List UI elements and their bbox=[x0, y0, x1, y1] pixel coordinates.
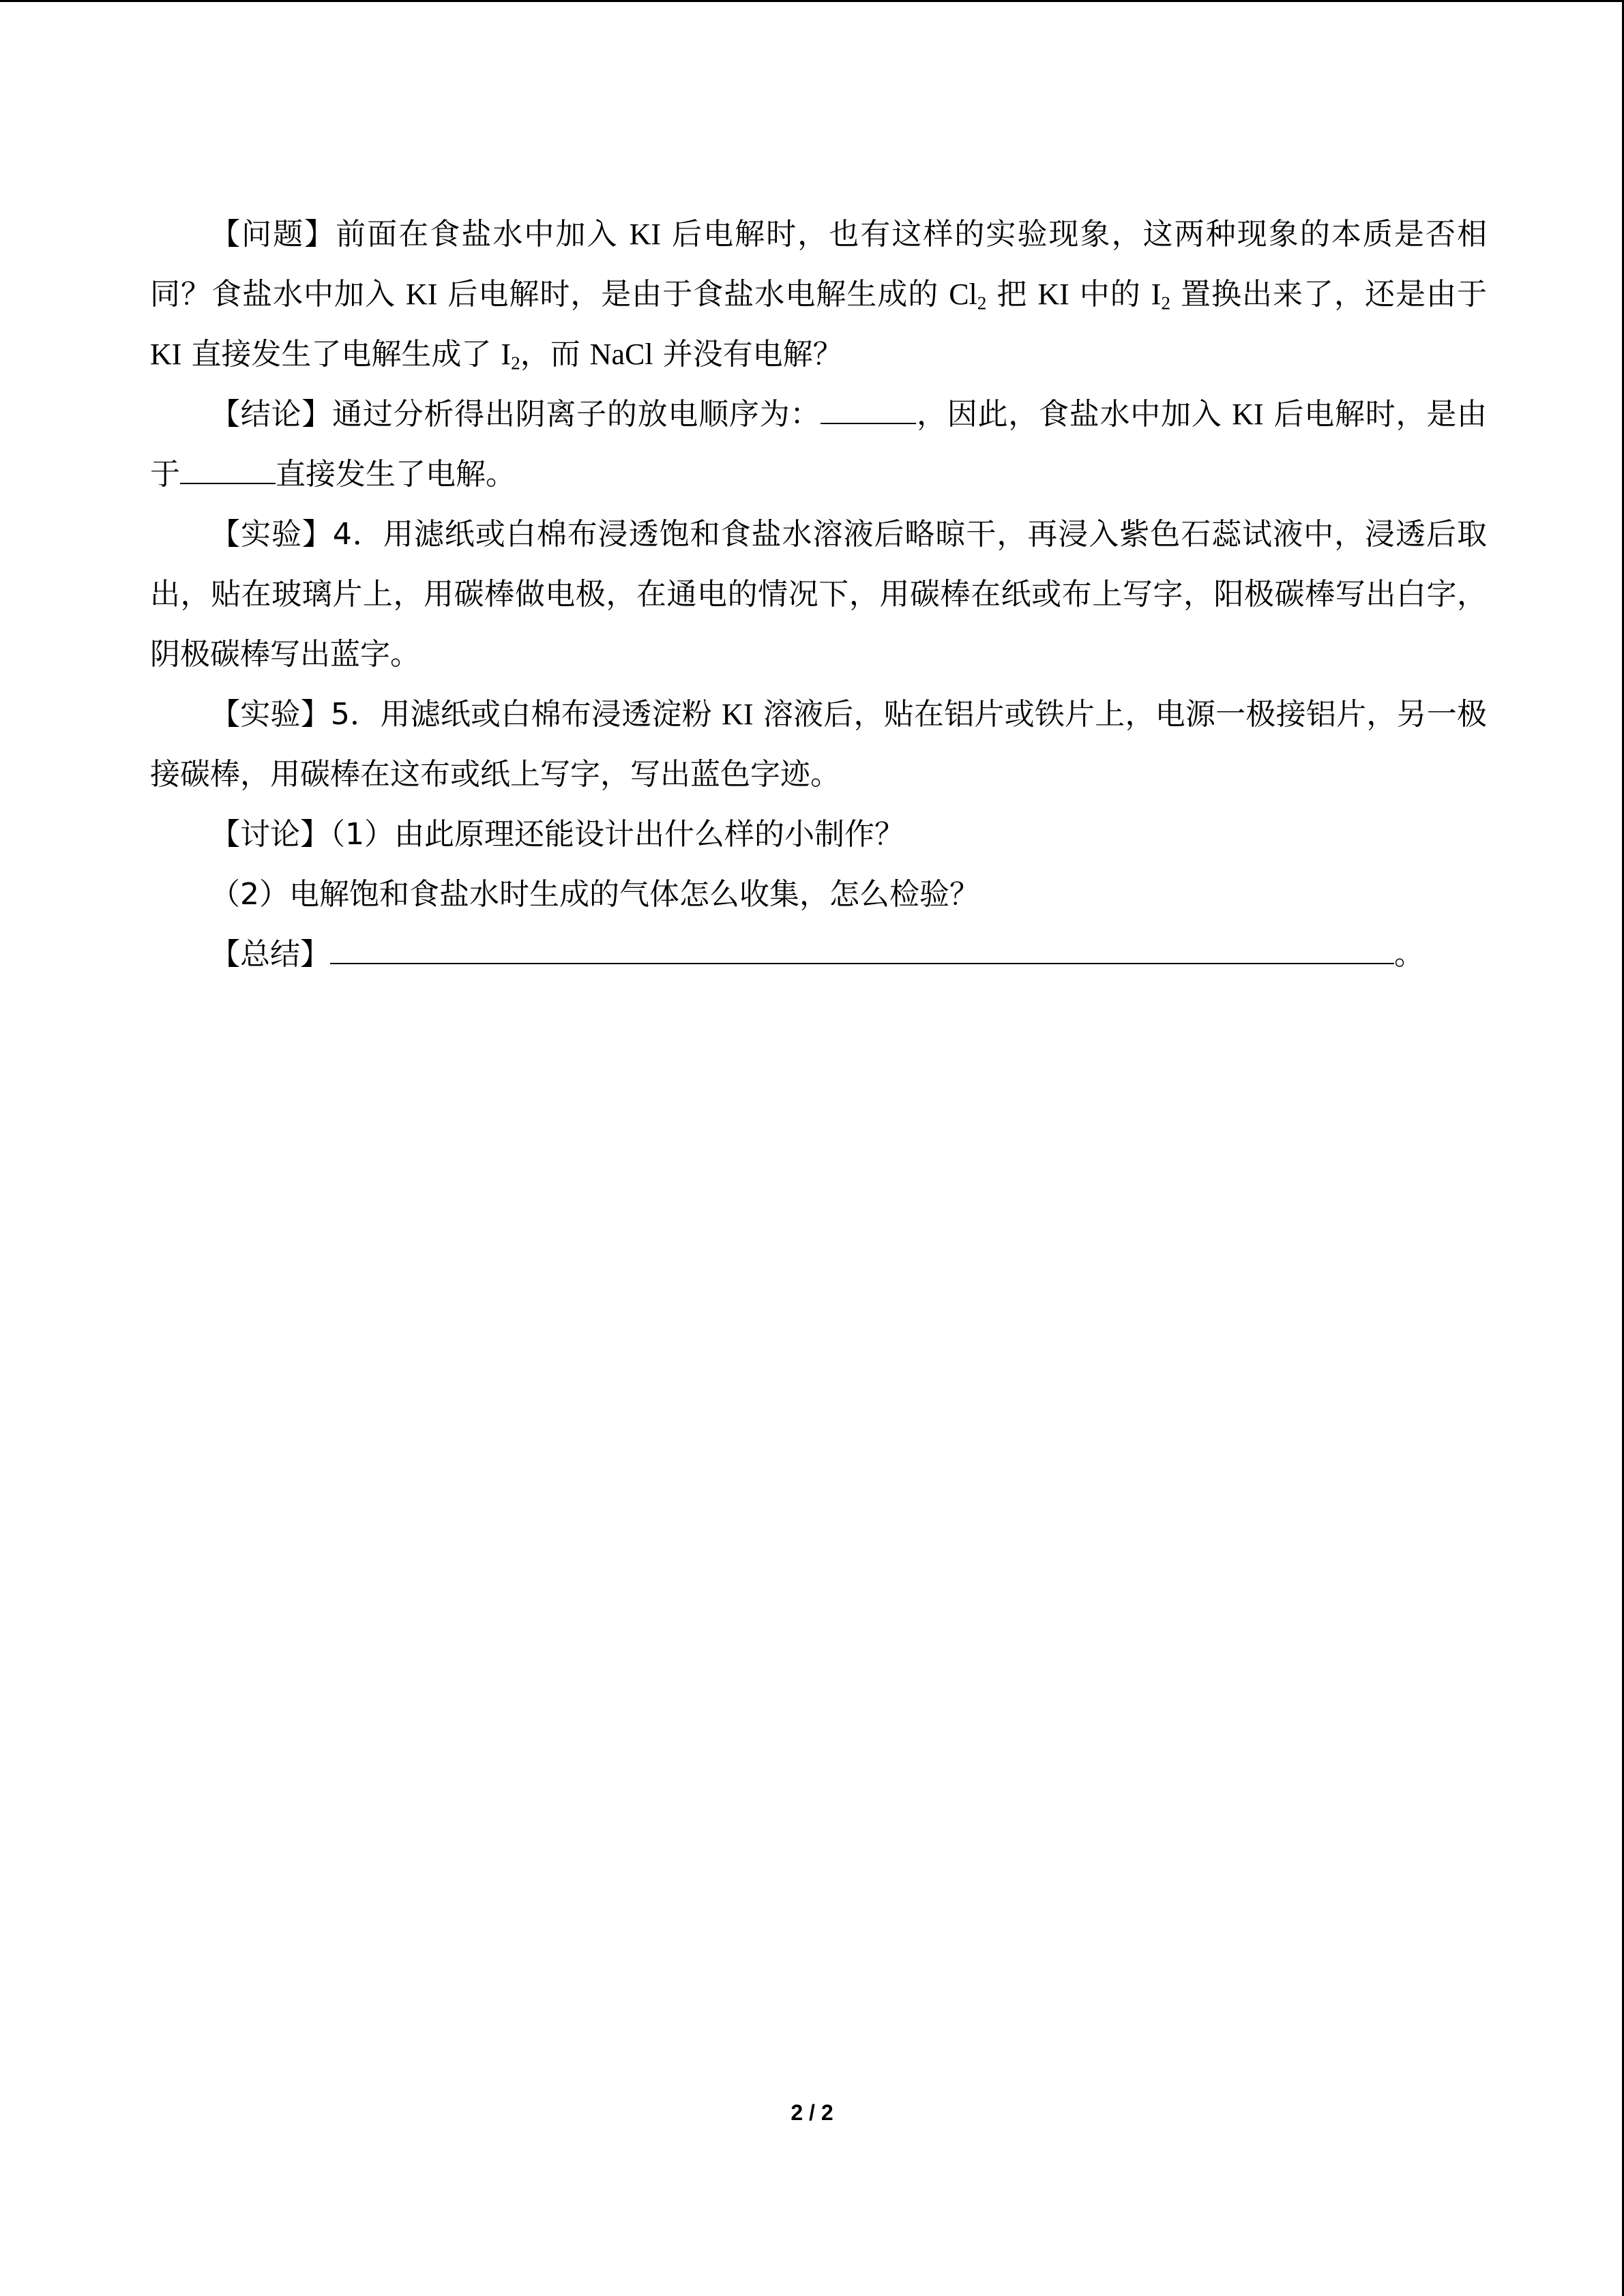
problem-text-3: 后电解时，也有这样的实验现象，这两种现象的本质是否相同？食盐水中加入 bbox=[150, 217, 1488, 312]
problem-text-15: ，而 bbox=[520, 337, 590, 372]
experiment-4-paragraph bbox=[150, 505, 1487, 685]
top-border-line bbox=[0, 0, 1624, 2]
discussion-paragraph bbox=[150, 805, 1487, 865]
conclusion-formula-ki: KI bbox=[1232, 398, 1264, 431]
discharge-order-blank[interactable] bbox=[821, 387, 916, 424]
conclusion-text-4: 后电解时，是由于 bbox=[150, 397, 1488, 492]
document-body bbox=[150, 205, 1487, 985]
discussion-tag: 【讨论】 bbox=[210, 817, 330, 852]
conclusion-text-5: 直接发生了电解。 bbox=[276, 457, 516, 492]
problem-text-7: 把 bbox=[986, 277, 1038, 312]
problem-formula-nacl: NaCl bbox=[589, 338, 653, 371]
conclusion-text-1: 通过分析得出阴离子的放电顺序为： bbox=[332, 397, 821, 432]
experiment-5-formula-ki: KI bbox=[722, 698, 754, 731]
experiment-4-text: 4．用滤纸或白棉布浸透饱和食盐水溶液后略晾干，再浸入紫色石蕊试液中，浸透后取出，贴在玻璃片上，用碳棒做电极，在通电的情况下，用碳棒在纸或布上写字，阳极碳棒写出白字，阴极碳棒写出蓝字。 bbox=[150, 517, 1487, 672]
electrolyzed-substance-blank[interactable] bbox=[180, 447, 276, 484]
problem-text-1: 前面在食盐水中加入 bbox=[336, 217, 630, 252]
problem-formula-ki-1: KI bbox=[629, 218, 661, 251]
problem-formula-i2-2 bbox=[501, 338, 520, 374]
experiment-4-tag: 【实验】 bbox=[210, 517, 333, 552]
summary-paragraph bbox=[150, 925, 1487, 985]
problem-text-9: 中的 bbox=[1069, 277, 1151, 312]
summary-end-mark: 。 bbox=[1394, 937, 1424, 972]
problem-tag: 【问题】 bbox=[210, 217, 336, 252]
experiment-5-text-1: 5．用滤纸或白棉布浸透淀粉 bbox=[330, 697, 722, 732]
discussion-question-2-paragraph bbox=[150, 865, 1487, 925]
conclusion-text-2: ，因此，食盐水中加入 bbox=[916, 397, 1232, 432]
cl-subscript: 2 bbox=[977, 293, 987, 314]
i-symbol-2: I bbox=[501, 338, 512, 371]
conclusion-paragraph bbox=[150, 385, 1487, 505]
discussion-question-2: （2）电解饱和食盐水时生成的气体怎么收集，怎么检验？ bbox=[210, 877, 979, 912]
problem-text-13: 直接发生了电解生成了 bbox=[181, 337, 501, 372]
i-subscript-2: 2 bbox=[511, 353, 520, 374]
i-symbol-1: I bbox=[1151, 278, 1162, 311]
summary-tag: 【总结】 bbox=[210, 937, 330, 972]
summary-blank[interactable] bbox=[330, 927, 1394, 964]
i-subscript-1: 2 bbox=[1161, 293, 1171, 314]
problem-formula-ki-2: KI bbox=[405, 278, 438, 311]
discussion-question-1: （1）由此原理还能设计出什么样的小制作？ bbox=[330, 817, 904, 852]
page-number: 2 / 2 bbox=[791, 2100, 833, 2125]
cl-symbol: Cl bbox=[949, 278, 977, 311]
experiment-5-text-3: 溶液后，贴在铝片或铁片上，电源一极接铝片，另一极接碳棒，用碳棒在这布或纸上写字，写出蓝色字迹。 bbox=[150, 697, 1488, 792]
problem-formula-cl2 bbox=[949, 278, 987, 314]
problem-text-17: 并没有电解？ bbox=[653, 337, 843, 372]
problem-text-5: 后电解时，是由于食盐水电解生成的 bbox=[437, 277, 949, 312]
problem-paragraph bbox=[150, 205, 1487, 385]
problem-text-11: 置换出来了，还是由于 bbox=[1170, 277, 1487, 312]
problem-formula-ki-3: KI bbox=[1037, 278, 1069, 311]
conclusion-tag: 【结论】 bbox=[210, 397, 333, 432]
problem-formula-ki-4: KI bbox=[150, 338, 182, 371]
experiment-5-paragraph bbox=[150, 685, 1487, 805]
problem-formula-i2-1 bbox=[1151, 278, 1171, 314]
experiment-5-tag: 【实验】 bbox=[210, 697, 331, 732]
